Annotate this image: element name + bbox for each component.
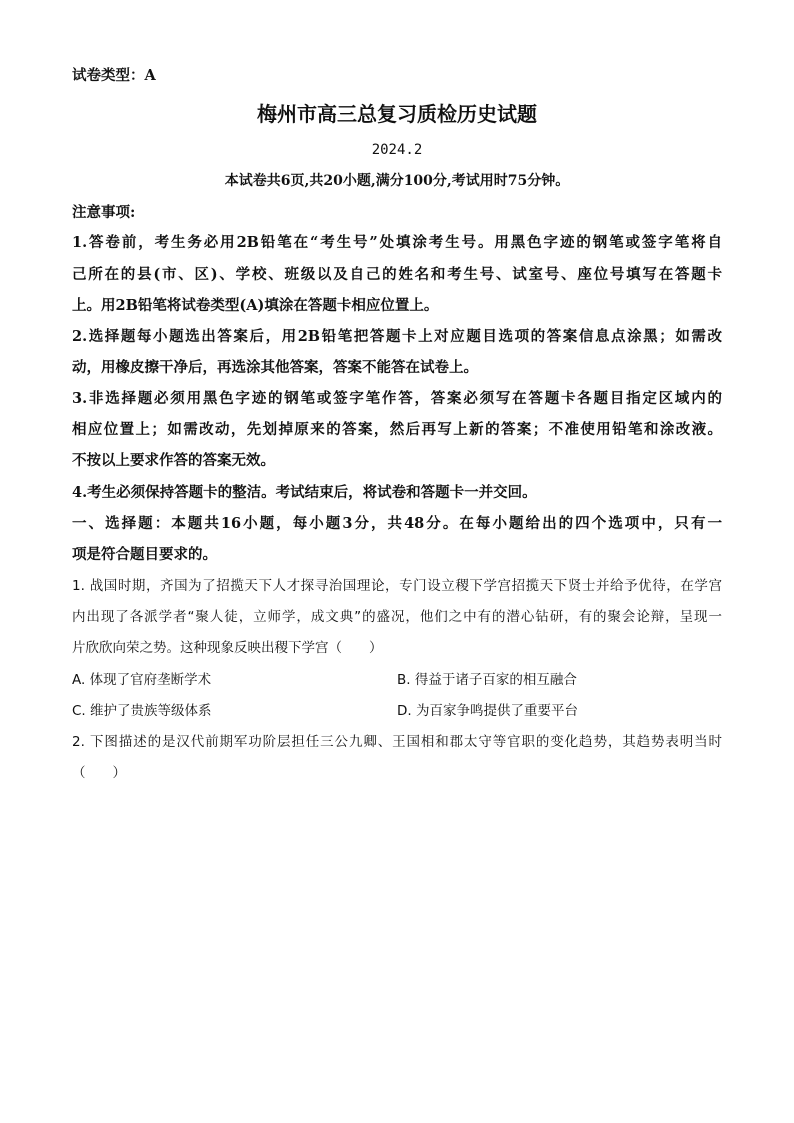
notes-line: 动，用橡皮擦干净后，再选涂其他答案，答案不能答在试卷上。 [72,359,478,376]
question-1-stem: 片欣欣向荣之势。这种现象反映出稷下学宫（ ） [72,640,383,656]
question-1-option-a: A. 体现了官府垄断学术 [72,672,212,688]
notes-line: 己所在的县(市、区)、学校、班级以及自己的姓名和考生号、试室号、座位号填写在答题卡 [72,266,722,283]
exam-date: 2024.2 [371,142,423,158]
notes-line: 1.答卷前，考生务必用2B铅笔在“考生号”处填涂考生号。用黑色字迹的钢笔或签字笔将自 [72,234,722,251]
paper-type: 试卷类型：A [72,67,156,84]
notes-line: 相应位置上；如需改动，先划掉原来的答案，然后再写上新的答案；不准使用铅笔和涂改液。 [72,421,722,438]
exam-info: 本试卷共6页,共20小题,满分100分,考试用时75分钟。 [224,173,570,189]
question-2-stem: （ ） [72,765,126,781]
question-1-option-c: C. 维护了贵族等级体系 [72,703,212,719]
notes-line: 上。用2B铅笔将试卷类型(A)填涂在答题卡相应位置上。 [72,297,439,314]
question-2-stem: 2. 下图描述的是汉代前期军功阶层担任三公九卿、王国相和郡太守等官职的变化趋势，其趋势表明当时 [72,734,722,750]
notes-line: 2.选择题每小题选出答案后，用2B铅笔把答题卡上对应题目选项的答案信息点涂黑；如需改 [72,328,722,345]
question-1-option-b: B. 得益于诸子百家的相互融合 [397,672,577,688]
notes-heading: 注意事项: [72,204,136,221]
section-heading: 一、选择题：本题共16小题，每小题3分，共48分。在每小题给出的四个选项中，只有一 [72,515,722,532]
section-heading: 项是符合题目要求的。 [72,546,217,563]
question-1-option-d: D. 为百家争鸣提供了重要平台 [397,703,578,719]
page-title: 梅州市高三总复习质检历史试题 [257,102,537,126]
notes-line: 不按以上要求作答的答案无效。 [72,452,275,469]
question-1-stem: 内出现了各派学者“聚人徒，立师学，成文典”的盛况，他们之中有的潜心钻研，有的聚会论辩，呈现一 [72,609,722,625]
question-1-stem: 1. 战国时期，齐国为了招揽天下人才探寻治国理论，专门设立稷下学宫招揽天下贤士并给予优待，在学宫 [72,578,722,594]
notes-line: 4.考生必须保持答题卡的整洁。考试结束后，将试卷和答题卡一并交回。 [72,484,537,501]
notes-line: 3.非选择题必须用黑色字迹的钢笔或签字笔作答，答案必须写在答题卡各题目指定区域内的 [72,390,722,407]
